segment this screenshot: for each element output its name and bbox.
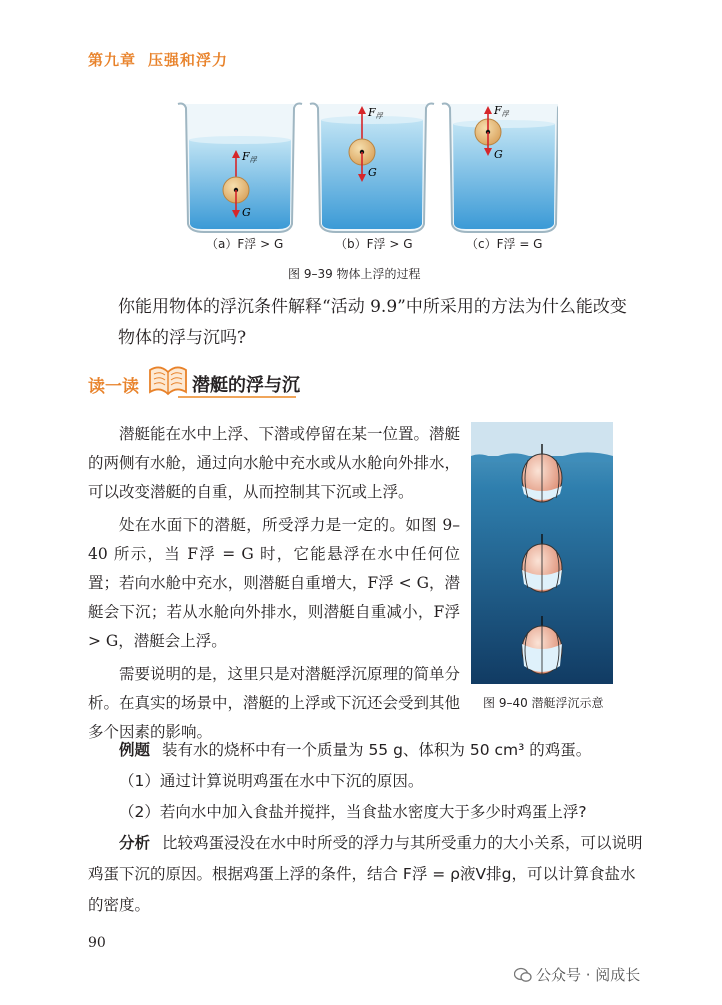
open-book-icon — [146, 358, 190, 398]
example-question-1: （1）通过计算说明鸡蛋在水中下沉的原因。 — [119, 772, 424, 790]
figure-9-39 — [170, 96, 558, 256]
chapter-title: 压强和浮力 — [148, 51, 229, 69]
beaker-a — [178, 104, 302, 233]
reading-label: 读一读 — [88, 377, 139, 397]
question-paragraph: 你能用物体的浮沉条件解释“活动 9.9”中所采用的方法为什么能改变物体的浮与沉吗? — [118, 297, 627, 348]
reading-paragraph-1: 潜艇能在水中上浮、下潜或停留在某一位置。潜艇的两侧有水舱，通过向水舱中充水或从水舱向外排水，可以改变潜艇的自重，从而控制其下沉或上浮。 — [88, 425, 461, 501]
chapter-number: 第九章 — [88, 51, 137, 69]
figure-9-40-caption: 图 9–40 潜艇浮沉示意 — [483, 696, 604, 710]
caption-a: （a）F浮 > G — [206, 237, 284, 251]
watermark-text: 公众号 · 阅成长 — [536, 966, 641, 984]
beaker-b — [310, 104, 434, 233]
watermark — [514, 964, 640, 985]
example-section — [88, 735, 648, 921]
page-number: 90 — [88, 935, 106, 951]
figure-9-39-caption: 图 9–39 物体上浮的过程 — [288, 267, 421, 281]
svg-text:G: G — [368, 166, 377, 179]
reading-title: 潜艇的浮与沉 — [192, 375, 300, 396]
caption-c: （c）F浮 = G — [466, 237, 543, 251]
reading-paragraph-2: 处在水面下的潜艇，所受浮力是一定的。如图 9–40 所示，当 F浮 = G 时，它能悬浮在水中任何位置；若向水舱中充水，则潜艇自重增大，F浮 < G，潜艇会下沉；若从水舱向外排水，则潜艇自重减小，F浮 > G，潜艇会上浮。 — [88, 516, 460, 650]
example-label: 例题 — [119, 741, 151, 759]
svg-text:F浮: F浮 — [368, 106, 383, 120]
chapter-header — [88, 49, 228, 70]
svg-text:G: G — [494, 148, 503, 161]
wechat-icon — [514, 967, 532, 983]
reading-title-underline — [178, 396, 296, 398]
example-question-2: （2）若向水中加入食盐并搅拌，当食盐水密度大于多少时鸡蛋上浮? — [119, 803, 587, 821]
reading-paragraph-3: 需要说明的是，这里只是对潜艇浮沉原理的简单分析。在真实的场景中，潜艇的上浮或下沉还会受到其他多个因素的影响。 — [88, 665, 461, 741]
submarine-figure — [471, 422, 613, 684]
beaker-c — [442, 104, 558, 233]
force-label-down: G — [242, 206, 251, 219]
analysis-text: 比较鸡蛋浸没在水中时所受的浮力与其所受重力的大小关系，可以说明鸡蛋下沉的原因。根据鸡蛋上浮的条件，结合 F浮 = ρ液V排g，可以计算食盐水的密度。 — [88, 834, 643, 914]
example-text: 装有水的烧杯中有一个质量为 55 g、体积为 50 cm³ 的鸡蛋。 — [162, 741, 592, 759]
svg-text:F浮: F浮 — [494, 104, 509, 118]
caption-b: （b）F浮 > G — [335, 237, 413, 251]
reading-body — [88, 420, 460, 751]
force-label-up: F浮 — [242, 150, 257, 164]
analysis-label: 分析 — [119, 834, 151, 852]
